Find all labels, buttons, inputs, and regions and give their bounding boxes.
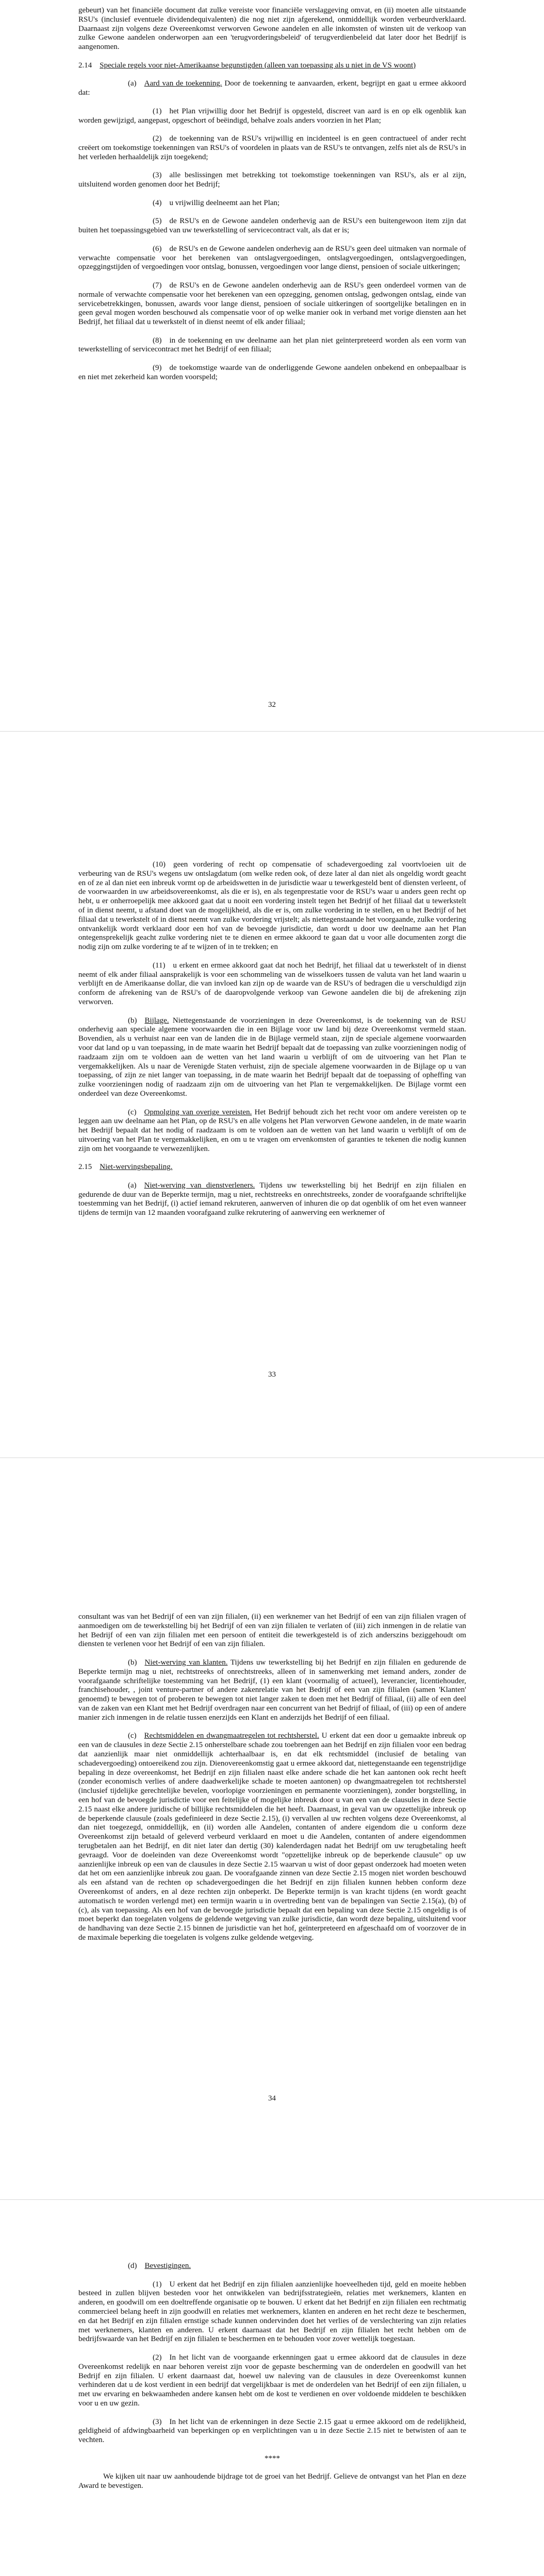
page-32 [0, 0, 544, 732]
page-33 [0, 732, 544, 1458]
subsection-c [78, 1732, 466, 1942]
page-34-body [78, 1613, 466, 1952]
subsection-text: Niettegenstaande de voorzieningen in deze Overeenkomst, is de toekenning van de RSU onderhevig aan speciale algemene voorwaarden die in een Bijlage voor uw land bij deze Overeenkomst vermeld staan. Bovendien, als u verhuist naar een van de landen die in de Bijlage vermeld staan, zijn de speciale algemene voorwaarden voor dat land op u van toepassing, in de mate waarin het Bedrijf bepaalt dat de toepassing van zulke voorzieningen nodig of raadzaam zijn om te voldoen aan de wetten van het land waarin u verblijft of om de uitvoering van het Plan te vergemakkelijken. Als u naar de Verenigde Staten verhuist, zijn de speciale algemene voorwaarden in de Bijlage op u van toepassing, of zijn ze niet langer van toepassing, in de mate waarin het Bedrijf bepaalt dat de toepassing of opheffing van zulke voorzieningen nodig of raadzaam zijn om de uitvoering van het Plan te vergemakkelijken. De Bijlage vormt een onderdeel van deze Overeenkomst. [78, 1016, 466, 1098]
list-item-9: (9) de toekomstige waarde van de onderliggende Gewone aandelen onbekend en onbepaalbaar is en niet met zekerheid kan worden voorspeld; [78, 364, 466, 381]
section-title: Speciale regels voor niet-Amerikaanse begunstigden (alleen van toepassing als u niet in de VS woont) [100, 61, 416, 70]
subsection-label: (b) [128, 1016, 137, 1025]
section-2-14-heading [78, 61, 466, 71]
paragraph-continued: consultant was van het Bedrijf of een van zijn filialen, (ii) een werknemer van het Bedrijf of een van zijn filialen vragen of aanmoedigen om de tewerkstelling bij het Bedrijf of een van zijn filialen te verlaten of (iii) zich inmengen in de relatie van het Bedrijf of een van zijn filialen met een persoon of entiteit die tewerkgesteld is of zich anderszins beziggehoudt om diensten te verlenen voor het Bedrijf of een van zijn filialen. [78, 1613, 466, 1649]
subsection-title: Niet-werving van klanten. [144, 1658, 228, 1667]
list-item-11: (11) u erkent en ermee akkoord gaat dat noch het Bedrijf, het filiaal dat u tewerkstelt of in dienst neemt of elk ander filiaal aansprakelijk is voor een schommeling van de wisselkoers tussen de valuta van het land waarin u verblijft en de Amerikaanse dollar, die van invloed kan zijn op de waarde van de RSU's of bedragen die u verschuldigd zijn conform de afrekening van de RSU's of de daaropvolgende verkoop van Gewone aandelen die bij de afrekening zijn verworven. [78, 961, 466, 1006]
paragraph-forfeiture: gebeurt) van het financiële document dat zulke vereiste voor financiële verslaggeving omvat, en (ii) moeten alle uitstaande RSU's (inclusief eventuele dividendequivalenten) die nog niet zijn afgerekend, onmiddellijk worden verbeurdverklaard. Daarnaast zijn volgens deze Overeenkomst verworven Gewone aandelen en alle inkomsten of winsten uit de verkoop van zulke Gewone aandelen onderworpen aan een 'terugvorderingsbeleid' of terugverdienbeleid dat later door het Bedrijf is aangenomen. [78, 6, 466, 52]
list-item-2: (2) de toekenning van de RSU's vrijwillig en incidenteel is en geen contractueel of ander recht creëert om toekomstige toekenningen van RSU's of voordelen in plaats van de RSU's te ontvangen, zelfs niet als de RSU's in het verleden herhaaldelijk zijn toegekend; [78, 134, 466, 161]
page-number: 33 [268, 1370, 276, 1379]
list-item-3: (3) alle beslissingen met betrekking tot toekomstige toekenningen van RSU's, als er al zijn, uitsluitend worden genomen door het Bedrijf; [78, 171, 466, 189]
page-35 [0, 2200, 544, 2576]
list-item-3: (3) In het licht van de erkenningen in deze Sectie 2.15 gaat u ermee akkoord om de redelijkheid, geldigheid of afdwingbaarheid van beperkingen op en verplichtingen van u in deze Sectie 2.15 niet te betwisten of aan te vechten. [78, 2417, 466, 2445]
subsection-title: Rechtsmiddelen en dwangmaatregelen tot rechtsherstel. [144, 1732, 319, 1740]
list-item-5: (5) de RSU's en de Gewone aandelen onderhevig aan de RSU's een buitengewoon item zijn dat buiten het toepassingsgebied van uw tewerkstelling of servicecontract valt, als dat er is; [78, 217, 466, 235]
subsection-label: (d) [128, 2262, 137, 2270]
subsection-c [78, 1108, 466, 1154]
subsection-title: Bijlage. [144, 1016, 169, 1025]
subsection-label: (c) [128, 1108, 137, 1116]
subsection-text: Door de toekenning te aanvaarden, erkent, begrijpt en gaat u ermee akkoord dat: [78, 79, 467, 97]
subsection-a [78, 1181, 466, 1218]
page-34 [0, 1458, 544, 2200]
subsection-text: U erkent dat een door u gemaakte inbreuk op een van de clausules in deze Sectie 2.15 onherstelbare schade zou toebrengen aan het Bedrijf en zijn filialen voor een bedrag dat aanzienlijk maar niet onmiddellijk achterhaalbaar is, en dat elk rechtsmiddel (inclusief de betaling van schadevergoeding) ontoereikend zou zijn. Dienovereenkomstig gaat u ermee akkoord dat, niettegenstaande een tegenstrijdige bepaling in deze overeenkomst, het Bedrijf en zijn filialen naast elke andere schade die het kan aantonen ook recht heeft (zonder economisch verlies of andere daadwerkelijke schade te moeten aantonen) op dwangmaatregelen tot rechtsherstel (inclusief tijdelijke gerechtelijke bevelen, voorlopige voorzieningen en permanente voorzieningen), zonder borgstelling, in een hof van de bevoegde jurisdictie voor een feitelijke of mogelijke inbreuk door u van een van de clausules in deze Sectie 2.15 naast elke andere juridische of billijke rechtsmiddelen die het heeft. Daarnaast, in geval van uw opzettelijke inbreuk op de beperkende clausule (zoals gedefinieerd in deze Sectie 2.15), (i) vervallen al uw rechten volgens deze Overeenkomst, al dan niet toegezegd, onmiddellijk, en (ii) worden alle Aandelen, contanten of andere eigendom die u conform deze Overeenkomst zijn betaald of geleverd verbeurd verklaard en moet u die Aandelen, contanten of andere eigendommen terugbetalen aan het Bedrijf, en dit niet later dan dertig (30) kalenderdagen nadat het Bedrijf om uw terugbetaling heeft gevraagd. Voor de doeleinden van deze Overeenkomst wordt "opzettelijke inbreuk op de beperkende clausule" op uw aanzienlijke inbreuk op een van de clausules in deze Sectie 2.15 waarvan u wist of door gepast onderzoek had moeten weten dat het om een aanzienlijke inbreuk zou gaan. De voorafgaande zinnen van deze Sectie 2.15 mogen niet worden beschouwd als een afstand van de rechten op schadevergoedingen die het Bedrijf en zijn filialen kunnen hebben conform deze Overeenkomst of anders, en al deze rechten zijn onbeperkt. De Beperkte termijn is van kracht tijdens (en wordt geacht automatisch te worden verlengd met) een termijn waarin u in overtreding bent van de bepalingen van Sectie 2.15(a), (b) of (c), als van toepassing. Als een hof van de bevoegde jurisdictie bepaalt dat een bepaling van deze Sectie 2.15 ongeldig is of moet beperkt dan toegelaten volgens de geldende wetgeving van zulke jurisdictie, dan wordt deze bepaling, uitsluitend voor de handhaving van deze Sectie 2.15 binnen de jurisdictie van het hof, geïnterpreteerd en afgeschaafd om of voorzover de in de maximale beperking die toegelaten is volgens zulke geldende wetgeving. [78, 1732, 466, 1942]
section-number: 2.15 [78, 1163, 92, 1172]
subsection-title: Bevestigingen. [144, 2262, 191, 2270]
list-item-7: (7) de RSU's en de Gewone aandelen onderhevig aan de RSU's geen onderdeel vormen van de normale of verwachte compensatie voor het berekenen van een opzegging, genomen ontslag, gedwongen ontslag, einde van servicebetrekkingen, bonussen, awards voor lange dienst, pensioen of sociale uitkeringen of soortgelijke betalingen en in geen geval mogen worden beschouwd als compensatie voor of op welke manier ook in verband met vorige diensten aan het Bedrijf, het filiaal dat u tewerkstelt of in dienst neemt of elk ander filiaal; [78, 281, 466, 327]
page-33-body [78, 860, 466, 1227]
separator-stars: **** [265, 2454, 280, 2463]
list-item-10: (10) geen vordering of recht op compensatie of schadevergoeding zal voortvloeien uit de verbeuring van de RSU's wegens uw ontslagdatum (om welke reden ook, of deze later al dan niet als ongeldig wordt geacht en of ze al dan niet een inbreuk vormt op de arbeidswetten in de jurisdictie waar u tewerkgesteld bent of diensten verleent, of de voorwaarden in uw arbeidsovereenkomst, als die er is), en als tegenprestatie voor de RSU's waar u anders geen recht op hebt, u er onherroepelijk mee akkoord gaat dat u nooit een vordering instelt tegen het Bedrijf of het filiaal dat u tewerkstelt of in dienst neemt, u afstand doet van de mogelijkheid, als die er is, om zulke vordering in te stellen, en u het Bedrijf of het filiaal dat u tewerkstelt of in dienst neemt van zulke vordering vrijstelt; als niettegenstaande het voorgaande, zulke vordering ontvankelijk wordt verklaard door een hof van de bevoegde jurisdictie, dan wordt u door uw deelname aan het Plan ontegensprekelijk geacht zulke vordering niet te te dienen en ermee akkoord te gaan dat u voor alle documenten zorgt die nodig zijn om zulke vordering te af te wijzen of in te trekken; en [78, 860, 466, 952]
subsection-text: Tijdens uw tewerkstelling bij het Bedrijf en zijn filialen en gedurende de Beperkte termijn mag u niet, rechtstreeks of onrechtstreeks, alleen of in samenwerking met iemand anders, zonder de voorafgaande schriftelijke toestemming van het Bedrijf, (1) een klant (voormalig of actueel), leverancier, licentiehouder, franchisehouder, , joint venture-partner of andere zakenrelatie van het Bedrijf of een van zijn filialen (samen 'Klanten' genoemd) te bewegen tot of proberen te bewegen tot niet langer zaken te doen met het Bedrijf of filiaal, (ii) alle of een deel van de zaken van een Klant met het Bedrijf overdragen naar een concurrent van het Bedrijf of filiaal, of (iii) op een of andere manier zich inmengen in de relatie tussen enerzijds een Klant en anderzijds het Bedrijf of een filiaal. [78, 1658, 466, 1722]
subsection-text: Tijdens uw tewerkstelling bij het Bedrijf en zijn filialen en gedurende de duur van de Beperkte termijn, mag u niet, rechtstreeks en onrechtstreeks, zonder de voorafgaande schriftelijke toestemming van het Bedrijf, (i) actief iemand rekruteren, aanwerven of inhuren die op dat ogenblik of om het even wanneer tijdens de termijn van 12 maanden voorafgaand zulke rekrutering of aanwerving een werknemer of [78, 1181, 466, 1217]
subsection-text: Het Bedrijf behoudt zich het recht voor om andere vereisten op te leggen aan uw deelname aan het Plan, op de RSU's en alle volgens het Plan verworven Gewone aandelen, in de mate waarin het Bedrijf bepaalt dat het nodig of raadzaam is om te voldoen aan de wetten van het land waarin u verblijft of om de uitvoering van het Plan te vergemakkelijken, en om u te vragen om ervenkomsten of garanties te tekenen die nodig kunnen zijn om het voorgaande te verwezenlijken. [78, 1108, 466, 1153]
subsection-label: (a) [128, 1181, 137, 1190]
subsection-b [78, 1658, 466, 1723]
list-item-2: (2) In het licht van de voorgaande erkenningen gaat u ermee akkoord dat de clausules in deze Overeenkomst redelijk en naar behoren vereist zijn voor de gepaste bescherming van de onderdelen en goodwill van het Bedrijf en zijn filialen. U erkent daarnaast dat, hoewel uw naleving van de clausules in deze Overeenkomst kunnen verhinderen dat u de kost verdient in een bedrijf dat vergelijkbaar is met de onderdelen van het Bedrijf of een zijn filialen, u met uw ervaring en bekwaamheden andere kansen hebt om de kost te verdienen en over voldoende middelen te beschikken voor u en uw gezin. [78, 2353, 466, 2408]
page-35-body [78, 2262, 466, 2500]
section-title: Niet-wervingsbepaling. [100, 1163, 173, 1172]
closing-paragraph: We kijken uit naar uw aanhoudende bijdrage tot de groei van het Bedrijf. Gelieve de ontvangst van het Plan en deze Award te bevestigen. [78, 2472, 466, 2490]
section-number: 2.14 [78, 61, 92, 70]
list-item-1: (1) het Plan vrijwillig door het Bedrijf is opgesteld, discreet van aard is en op elk ogenblik kan worden gewijzigd, aangepast, opgeschort of beëindigd, behalve zoals anders voorzien in het Plan; [78, 107, 466, 125]
subsection-title: Opmolging van overige vereisten. [144, 1108, 252, 1116]
list-item-4: (4) u vrijwillig deelneemt aan het Plan; [153, 198, 280, 207]
page-32-body [78, 6, 466, 391]
subsection-label: (b) [128, 1658, 137, 1667]
page-number: 32 [268, 701, 276, 709]
list-item-6: (6) de RSU's en de Gewone aandelen onderhevig aan de RSU's geen deel uitmaken van normale of verwachte compensatie voor het berekenen van ontslagvergoedingen, ontslagvergoedingen, ontslagvergoedingen, opzeggingstijden of vergoedingen voor ontslag, bonussen, vergoedingen voor lange dienst, pensioen of sociale uitkeringen; [78, 244, 466, 272]
subsection-title: Niet-werving van dienstverleners. [144, 1181, 255, 1190]
subsection-a [78, 79, 466, 98]
subsection-label: (a) [128, 79, 137, 88]
subsection-label: (c) [128, 1732, 137, 1740]
list-item-1: (1) U erkent dat het Bedrijf en zijn filialen aanzienlijke hoeveelheden tijd, geld en moeite hebben besteed in zullen blijven besteden voor het ontwikkelen van bedrijfsstrategieën, relaties met werknemers, klanten en anderen, en goodwill om een doeltreffende organisatie op te bouwen. U erkent dat het Bedrijf en zijn filialen een rechtmatig commercieel belang heeft in zijn goodwill en relaties met werknemers, klanten en anderen en het recht deze te beschermen, en dat het Bedrijf en zijn filialen ernstige schade kunnen ondervinden doet het verlies of de verslechtering van zijn relaties met werknemers, klanten en anderen. U erkent daarnaast dat het Bedrijf en zijn filialen het recht hebben om de bedrijfswaarde van het Bedrijf en zijn filialen te beschermen en te behouden voor zover wettelijk toegestaan. [78, 2280, 466, 2344]
subsection-title: Aard van de toekenning. [144, 79, 222, 88]
page-number: 34 [268, 2094, 276, 2103]
subsection-d [78, 2262, 466, 2271]
section-2-15-heading [78, 1163, 466, 1172]
subsection-b [78, 1016, 466, 1099]
list-item-8: (8) in de toekenning en uw deelname aan het plan niet geïnterpreteerd worden als een vorm van tewerkstelling of servicecontract met het Bedrijf of een filiaal; [78, 336, 466, 354]
